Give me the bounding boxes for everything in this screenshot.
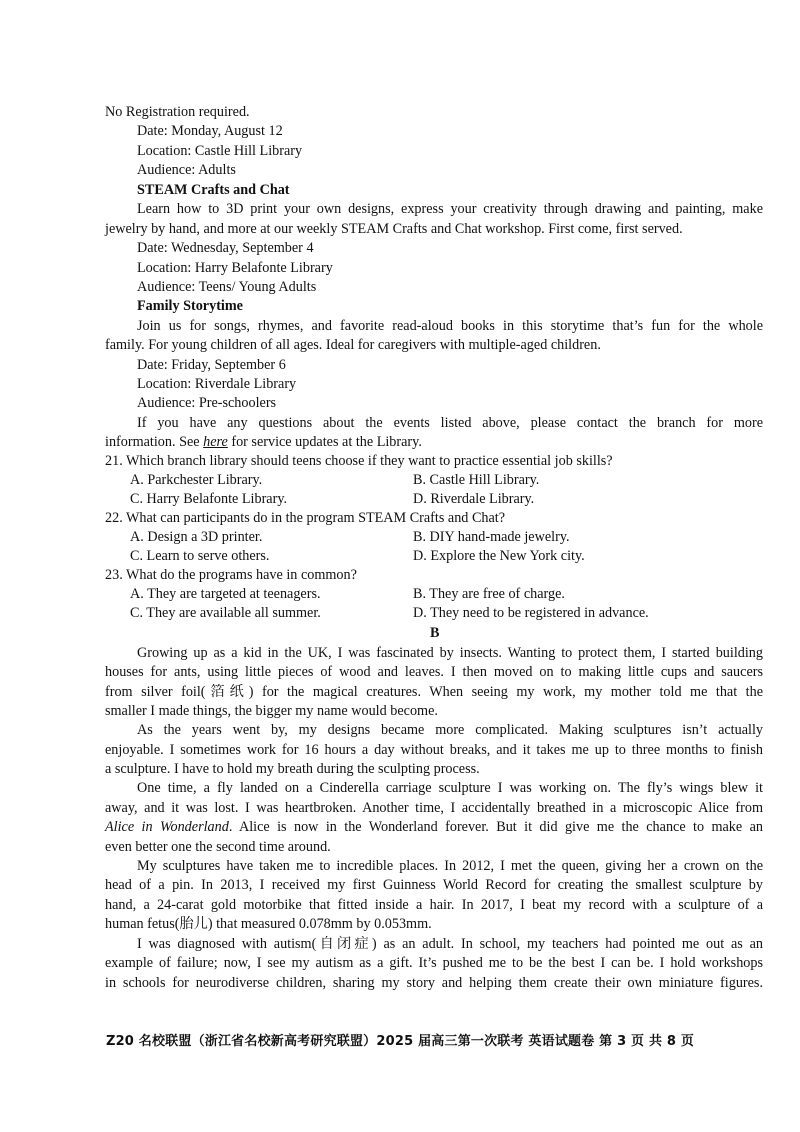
contact-line1: If you have any questions about the events listed above, please contact the branch for more [137,415,763,431]
book-title: Alice in Wonderland [105,819,229,835]
event1-audience: Audience: Adults [137,162,236,178]
question-22-stem: 22. What can participants do in the program STEAM Crafts and Chat? [105,510,506,526]
event3-desc-line1: Join us for songs, rhymes, and favorite read-aloud books in this storytime that’s fun for the whole [137,318,763,334]
event2-title: STEAM Crafts and Chat [137,182,290,198]
question-21-option-a: A. Parkchester Library. [130,472,263,488]
question-21-option-c: C. Harry Belafonte Library. [130,491,288,507]
contact-line2 [105,433,422,452]
question-21-stem: 21. Which branch library should teens choose if they want to practice essential job skills? [105,453,613,469]
passage-b-p5-line1: I was diagnosed with autism(自闭症) as an adult. In school, my teachers had pointed me out as an [137,936,763,952]
event3-date: Date: Friday, September 6 [137,357,286,373]
contact-line2-post: for service updates at the Library. [227,434,422,450]
passage-b-p2-line2: enjoyable. I sometimes work for 16 hours a day without breaks, and it takes me up to three months to finish [105,742,763,758]
passage-b-p5-line2: example of failure; now, I see my autism as a gift. It’s pushed me to be the best I can be. I hold workshops [105,955,763,971]
question-22-option-a: A. Design a 3D printer. [130,529,263,545]
question-23-option-b: B. They are free of charge. [413,586,565,602]
passage-b-p3-line1: One time, a fly landed on a Cinderella carriage sculpture I was working on. The fly’s wings blew it [137,780,763,796]
passage-b-p5-line3: in schools for neurodiverse children, sharing my story and helping them create their own miniature figures. [105,975,763,991]
passage-b-p1-line4: smaller I made things, the bigger my name would become. [105,703,438,719]
question-22-option-c: C. Learn to serve others. [130,548,270,564]
event1-location: Location: Castle Hill Library [137,143,303,159]
passage-b-p1-line3: from silver foil(箔纸) for the magical creatures. When seeing my work, my mother told me that the [105,684,763,700]
passage-b-p2-line1: As the years went by, my designs became more complicated. Making sculptures isn’t actually [137,722,763,738]
event2-desc-line1: Learn how to 3D print your own designs, express your creativity through drawing and painting, make [137,201,763,217]
question-23-option-c: C. They are available all summer. [130,605,321,621]
event1-date: Date: Monday, August 12 [137,123,283,139]
contact-line2-pre: information. See [105,434,204,450]
passage-b-p3-line3-rest: . Alice is now in the Wonderland forever. But it did give me the chance to make an [228,819,763,835]
question-23-option-a: A. They are targeted at teenagers. [130,586,321,602]
passage-b-p4-line2: head of a pin. In 2013, I received my first Guinness World Record for creating the smallest sculpture by [105,877,763,893]
event3-desc-line2: family. For young children of all ages. Ideal for caregivers with multiple-aged children. [105,337,601,353]
event2-location: Location: Harry Belafonte Library [137,260,333,276]
question-22-option-b: B. DIY hand-made jewelry. [413,529,570,545]
passage-b-p4-line3: hand, a 24-carat gold motorbike that fitted inside a hair. In 2017, I beat my record with a sculpture of a [105,897,763,913]
passage-b-p1-line2: houses for ants, using little pieces of wood and leaves. I then moved on to making little cups and saucers [105,664,763,680]
passage-b-p3-line4: even better one the second time around. [105,839,331,855]
event3-audience: Audience: Pre-schoolers [137,395,277,411]
passage-b-p1-line1: Growing up as a kid in the UK, I was fascinated by insects. Wanting to protect them, I started building [137,645,763,661]
passage-b-p4-line1: My sculptures have taken me to incredible places. In 2012, I met the queen, giving her a crown on the [137,858,763,874]
page-footer: Z20 名校联盟（浙江省名校新高考研究联盟）2025 届高三第一次联考 英语试题卷 第 3 页 共 8 页 [105,1034,695,1049]
event2-audience: Audience: Teens/ Young Adults [137,279,317,295]
passage-b-heading: B [430,625,440,641]
question-22-option-d: D. Explore the New York city. [413,548,585,564]
passage-b-p3-line3 [105,818,763,837]
event2-date: Date: Wednesday, September 4 [137,240,314,256]
event2-desc-line2: jewelry by hand, and more at our weekly STEAM Crafts and Chat workshop. First come, first served. [105,221,683,237]
question-21-option-d: D. Riverdale Library. [413,491,535,507]
passage-b-p3-line2: away, and it was lost. I was heartbroken. Another time, I accidentally breathed in a microscopic Alice from [105,800,763,816]
event3-location: Location: Riverdale Library [137,376,297,392]
passage-b-p2-line3: a sculpture. I have to hold my breath during the sculpting process. [105,761,480,777]
question-23-stem: 23. What do the programs have in common? [105,567,357,583]
passage-b-p4-line4: human fetus(胎儿) that measured 0.078mm by 0.053mm. [105,916,432,932]
here-link[interactable]: here [203,434,228,450]
question-23-option-d: D. They need to be registered in advance. [413,605,649,621]
question-21-option-b: B. Castle Hill Library. [413,472,540,488]
event3-title: Family Storytime [137,298,243,314]
registration-note: No Registration required. [105,104,250,120]
